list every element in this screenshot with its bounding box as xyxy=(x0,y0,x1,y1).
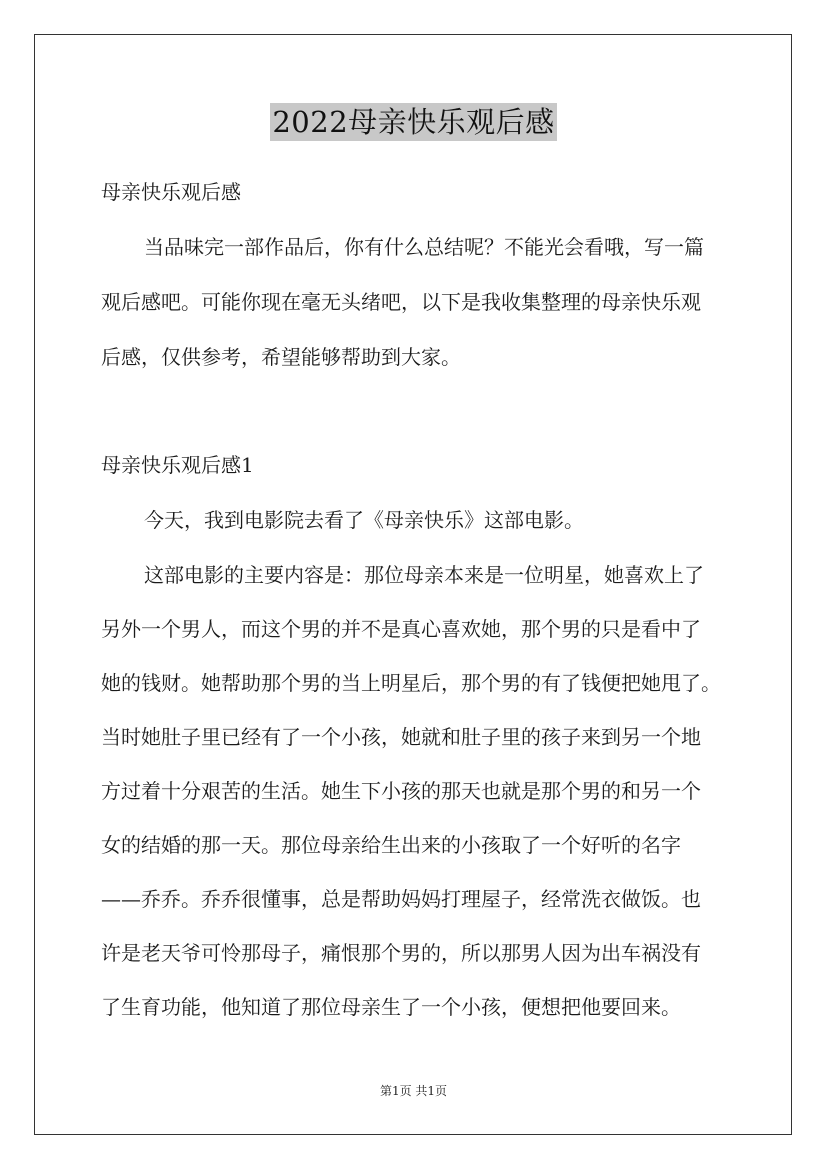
intro-line: 后感，仅供参考，希望能够帮助到大家。 xyxy=(101,345,461,369)
section-heading: 母亲快乐观后感1 xyxy=(101,453,254,477)
document-title-block xyxy=(0,103,827,141)
paragraph-line: ——乔乔。乔乔很懂事，总是帮助妈妈打理屋子，经常洗衣做饭。也 xyxy=(101,887,701,911)
page-footer: 第1页 共1页 xyxy=(379,1084,448,1098)
paragraph-line: 方过着十分艰苦的生活。她生下小孩的那天也就是那个男的和另一个 xyxy=(101,779,701,803)
intro-line: 观后感吧。可能你现在毫无头绪吧，以下是我收集整理的母亲快乐观 xyxy=(101,290,701,314)
paragraph-line: 女的结婚的那一天。那位母亲给生出来的小孩取了一个好听的名字 xyxy=(101,833,681,857)
paragraph-line: 另外一个男人，而这个男的并不是真心喜欢她，那个男的只是看中了 xyxy=(101,617,701,641)
paragraph-line: 这部电影的主要内容是：那位母亲本来是一位明星，她喜欢上了 xyxy=(144,563,704,587)
paragraph-line: 当时她肚子里已经有了一个小孩，她就和肚子里的孩子来到另一个地 xyxy=(101,725,701,749)
paragraph-line: 今天，我到电影院去看了《母亲快乐》这部电影。 xyxy=(144,508,584,532)
document-title: 2022母亲快乐观后感 xyxy=(272,105,555,139)
intro-line: 当品味完一部作品后，你有什么总结呢？不能光会看哦，写一篇 xyxy=(144,235,704,259)
paragraph-line: 她的钱财。她帮助那个男的当上明星后，那个男的有了钱便把她甩了。 xyxy=(101,671,721,695)
paragraph-line: 了生育功能，他知道了那位母亲生了一个小孩，便想把他要回来。 xyxy=(101,995,681,1019)
subtitle: 母亲快乐观后感 xyxy=(101,180,241,204)
paragraph-line: 许是老天爷可怜那母子，痛恨那个男的，所以那男人因为出车祸没有 xyxy=(101,941,701,965)
